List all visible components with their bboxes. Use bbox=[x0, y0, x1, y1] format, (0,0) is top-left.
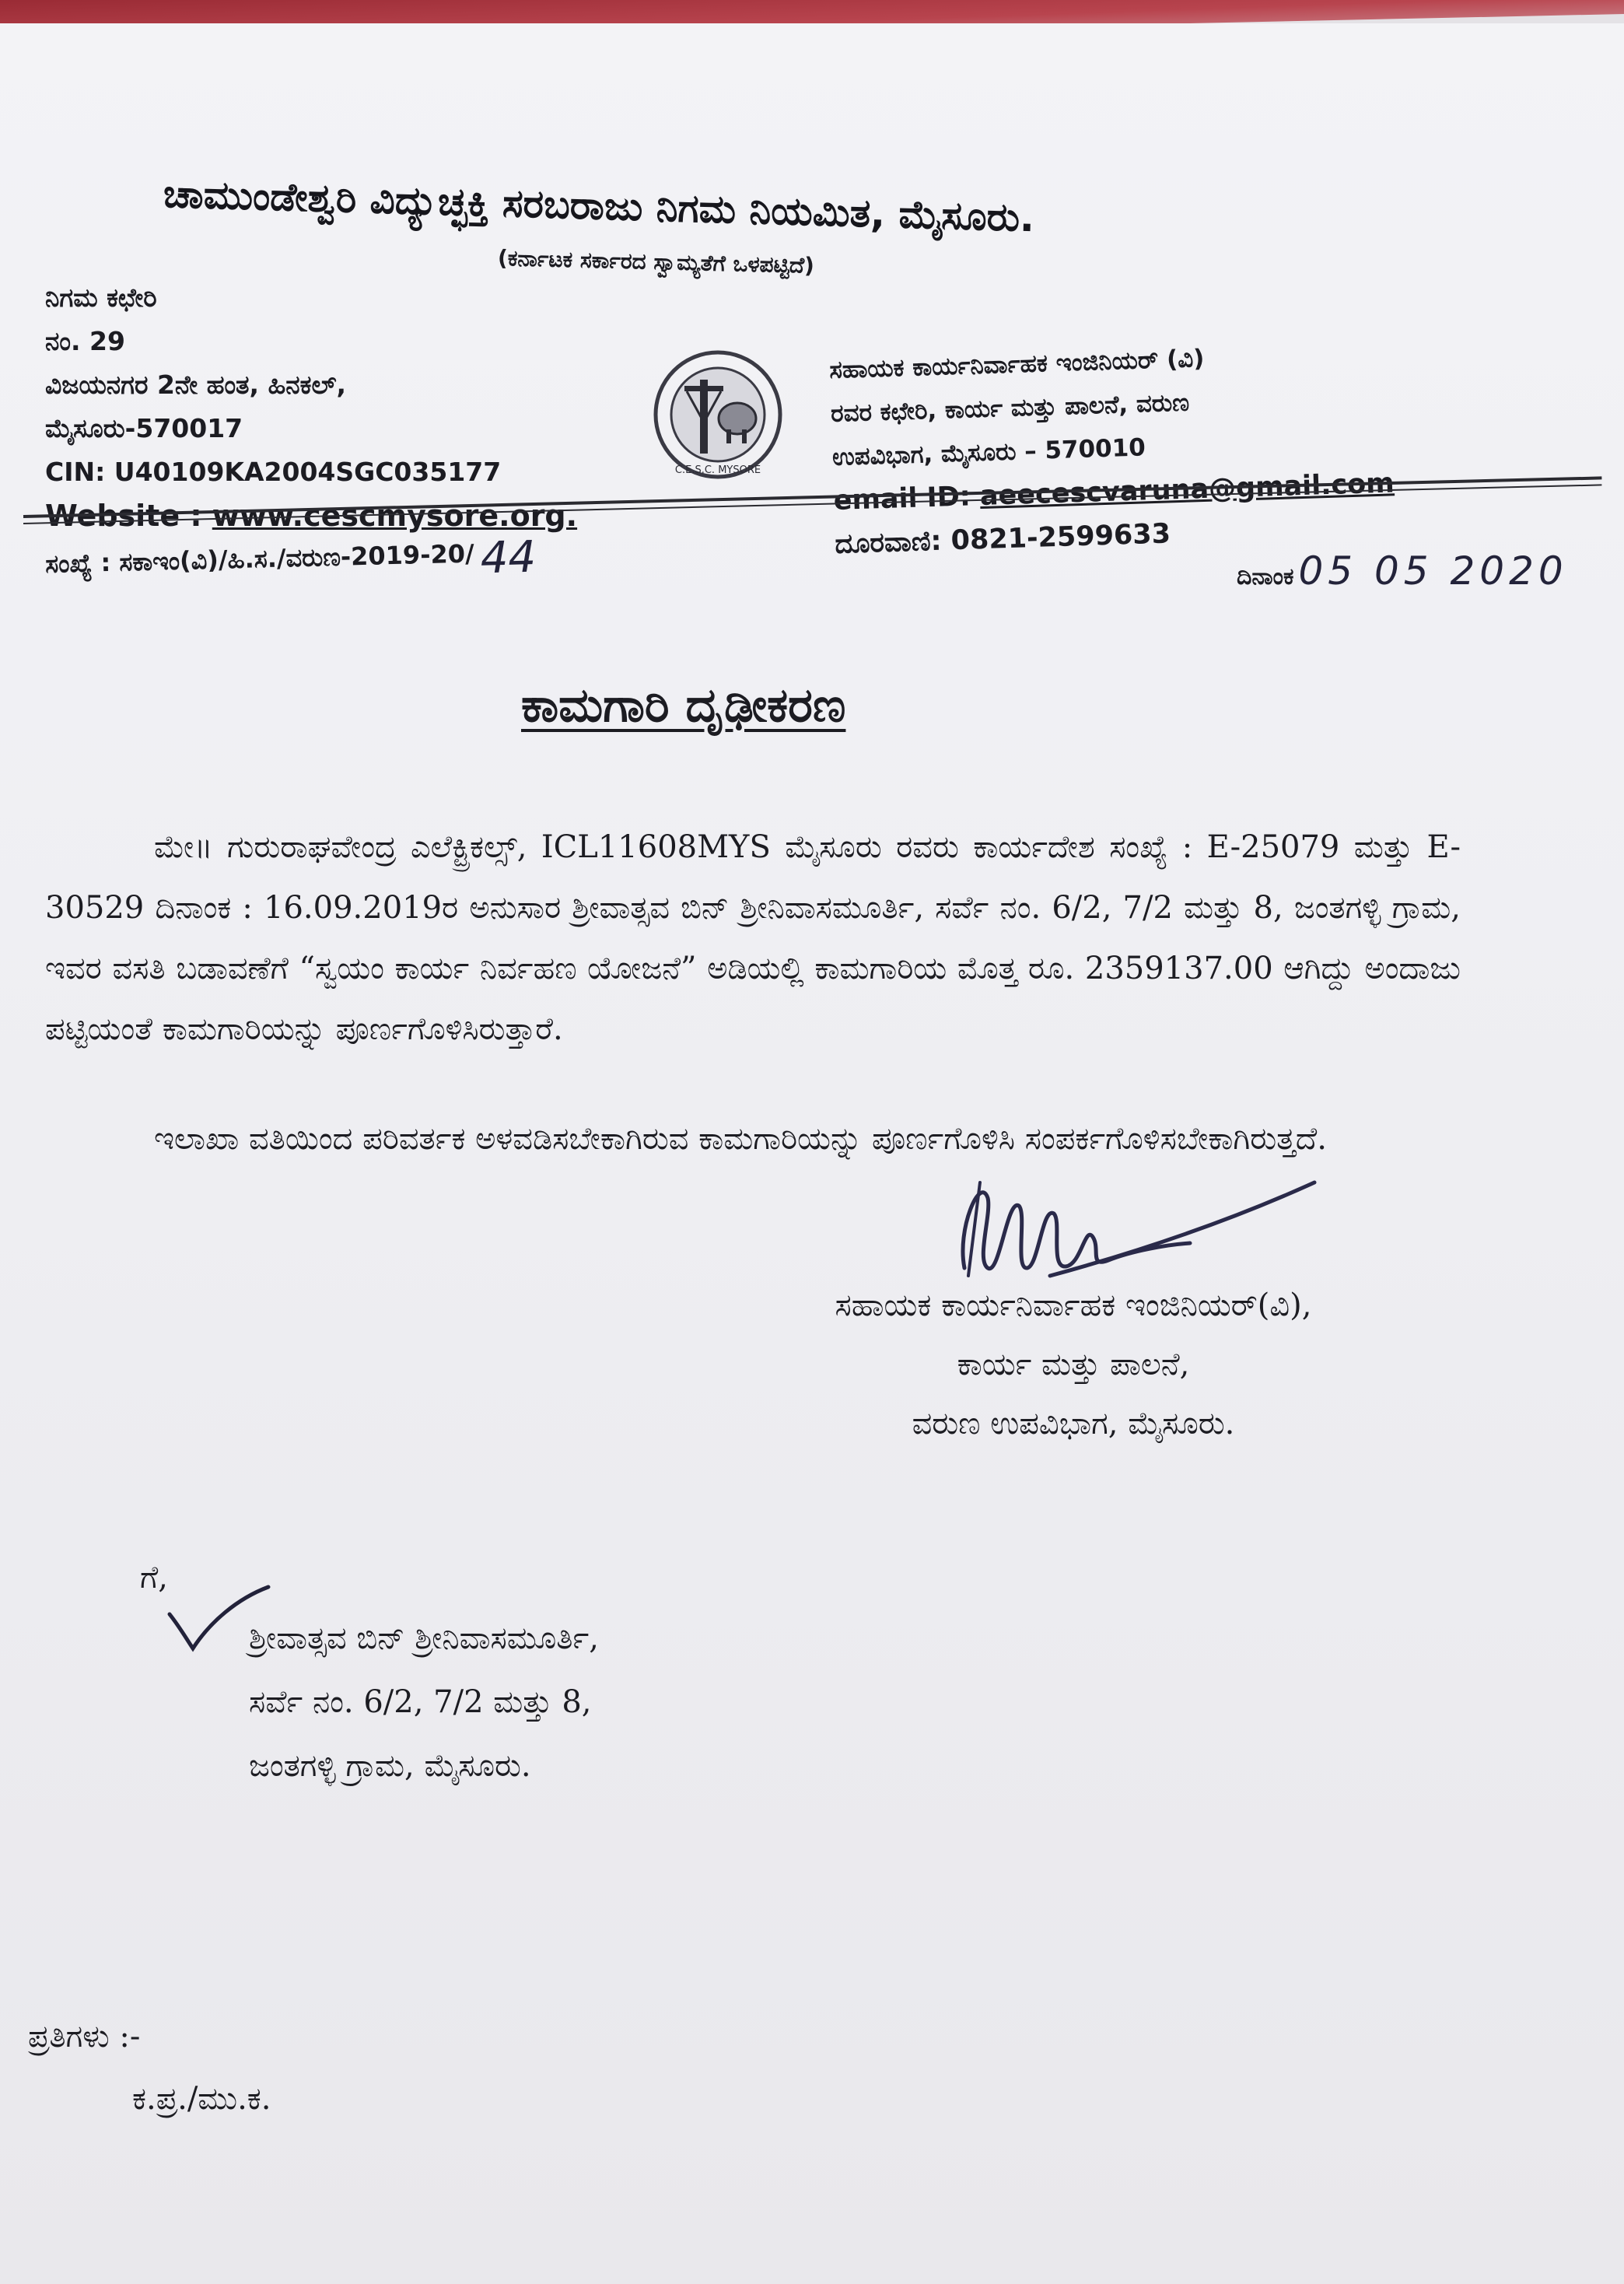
office-number: ನಂ. 29 bbox=[45, 326, 125, 356]
copies-label: ಪ್ರತಿಗಳು :- bbox=[28, 2019, 141, 2055]
phone-number: 0821-2599633 bbox=[950, 518, 1171, 557]
copies-recipient: ಕ.ಪ್ರ./ಮು.ಕ. bbox=[132, 2081, 271, 2117]
phone-label: ದೂರವಾಣಿ: bbox=[834, 525, 952, 560]
paragraph-instruction: ಇಲಾಖಾ ವತಿಯಿಂದ ಪರಿವರ್ತಕ ಅಳವಡಿಸಬೇಕಾಗಿರುವ ಕಾಮಗಾರಿಯನ್ನು ಪೂರ್ಣಗೊಳಿಸಿ ಸಂಪರ್ಕಗೊಳಿಸಬೇಕಾಗಿರುತ್ತದೆ. bbox=[154, 1121, 1327, 1157]
office-city: ಮೈಸೂರು-570017 bbox=[45, 413, 243, 443]
reference-handwritten-number: 44 bbox=[480, 531, 537, 584]
corporate-office-address bbox=[45, 276, 577, 538]
paragraph-work-details: ಮೇ॥ ಗುರುರಾಘವೇಂದ್ರ ಎಲೆಕ್ಟ್ರಿಕಲ್ಸ್, ICL11608MYS ಮೈಸೂರು ರವರು ಕಾರ್ಯದೇಶ ಸಂಖ್ಯೆ : E-25079 ಮತ್ತು E-30529 ದಿನಾಂಕ : 16.09.2019ರ ಅನುಸಾರ ಶ್ರೀವಾತ್ಸವ ಬಿನ್ ಶ್ರೀನಿವಾಸಮೂರ್ತಿ, ಸರ್ವೆ ನಂ. 6/2, 7/2 ಮತ್ತು 8, ಜಂತಗಳ್ಳಿ ಗ್ರಾಮ, ಇವರ ವಸತಿ ಬಡಾವಣೆಗೆ “ಸ್ವಯಂ ಕಾರ್ಯ ನಿರ್ವಹಣ ಯೋಜನೆ” ಅಡಿಯಲ್ಲಿ ಕಾಮಗಾರಿಯ ಮೊತ್ತ ರೂ. 2359137.00 ಆಗಿದ್ದು ಅಂದಾಜು ಪಟ್ಟಿಯಂತೆ ಕಾಮಗಾರಿಯನ್ನು ಪೂರ್ಣಗೊಳಿಸಿರುತ್ತಾರೆ. bbox=[45, 829, 1461, 1047]
recipient-label: ಗೆ, bbox=[140, 1560, 168, 1596]
document-sheet bbox=[0, 23, 1624, 2284]
recipient-village: ಜಂತಗಳ್ಳಿ ಗ್ರಾಮ, ಮೈಸೂರು. bbox=[249, 1748, 531, 1784]
email-label: email ID: bbox=[833, 481, 981, 517]
recipient-name: ಶ್ರೀವಾತ್ಸವ ಬಿನ್ ಶ್ರೀನಿವಾಸಮೂರ್ತಿ, bbox=[249, 1620, 599, 1656]
signatory-title: ಸಹಾಯಕ ಕಾರ್ಯನಿರ್ವಾಹಕ ಇಂಜಿನಿಯರ್(ವಿ), bbox=[835, 1287, 1312, 1323]
office-label: ನಿಗಮ ಕಛೇರಿ bbox=[45, 282, 157, 313]
cin-number: CIN: U40109KA2004SGC035177 bbox=[45, 457, 502, 487]
cesc-logo-icon bbox=[652, 349, 784, 481]
signatory-section: ಕಾರ್ಯ ಮತ್ತು ಪಾಲನೆ, bbox=[957, 1347, 1190, 1382]
letterhead-title: ಚಾಮುಂಡೇಶ್ವರಿ ವಿದ್ಯುಚ್ಛಕ್ತಿ ಸರಬರಾಜು ನಿಗಮ ನಿಯಮಿತ, ಮೈಸೂರು. bbox=[163, 171, 1035, 241]
sub-division-line3: ಉಪವಿಭಾಗ, ಮೈಸೂರು – 570010 bbox=[831, 433, 1146, 471]
letterhead-subtitle: (ಕರ್ನಾಟಕ ಸರ್ಕಾರದ ಸ್ವಾಮ್ಯತೆಗೆ ಒಳಪಟ್ಟಿದೆ) bbox=[497, 245, 815, 278]
date-handwritten: 05 05 2020 bbox=[1298, 548, 1568, 594]
recipient-survey: ಸರ್ವೆ ನಂ. 6/2, 7/2 ಮತ್ತು 8, bbox=[249, 1684, 592, 1720]
signatory-division: ವರುಣ ಉಪವಿಭಾಗ, ಮೈಸೂರು. bbox=[912, 1406, 1235, 1442]
date-label: ದಿನಾಂಕ bbox=[1237, 563, 1294, 590]
email-link[interactable]: aeecescvaruna@gmail.com bbox=[979, 468, 1395, 513]
sub-division-address bbox=[829, 331, 1397, 566]
office-street: ವಿಜಯನಗರ 2ನೇ ಹಂತ, ಹಿನಕಲ್, bbox=[45, 370, 347, 400]
sub-division-line2: ರವರ ಕಛೇರಿ, ಕಾರ್ಯ ಮತ್ತು ಪಾಲನೆ, ವರುಣ bbox=[830, 388, 1190, 429]
signatory-designation bbox=[684, 1276, 1462, 1453]
sub-division-line1: ಸಹಾಯಕ ಕಾರ್ಯನಿರ್ವಾಹಕ ಇಂಜಿನಿಯರ್ (ವಿ) bbox=[828, 344, 1205, 385]
recipient-address bbox=[249, 1606, 599, 1798]
document-heading: ಕಾಮಗಾರಿ ದೃಢೀಕರಣ bbox=[521, 678, 846, 733]
letter-date bbox=[1237, 548, 1568, 594]
website-link[interactable]: www.cescmysore.org. bbox=[212, 499, 578, 533]
website-label: Website : bbox=[45, 499, 212, 533]
logo-caption: C.E.S.C. MYSORE bbox=[674, 464, 761, 476]
reference-label: ಸಂಖ್ಯೆ : ಸಕಾಇಂ(ವಿ)/ಹಿ.ಸ./ವರುಣ-2019-20/ bbox=[44, 538, 475, 579]
